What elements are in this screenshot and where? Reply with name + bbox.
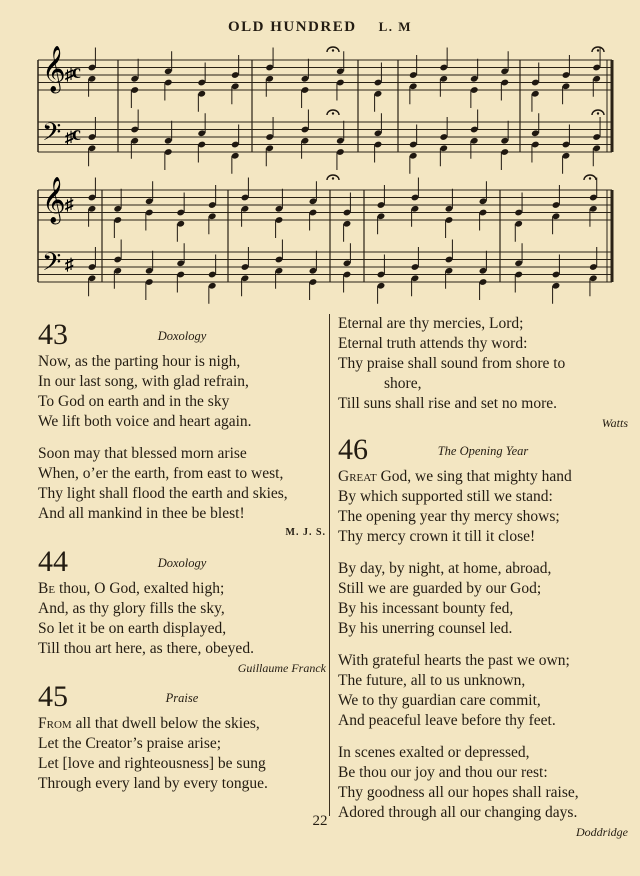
verse-line: Till suns shall rise and set no more. — [338, 395, 558, 412]
hymn-attribution: Watts — [601, 416, 628, 430]
verse-line: In our last song, with glad refrain, — [38, 373, 249, 390]
hymn-attribution: Doddridge — [576, 825, 628, 839]
verse-line: By day, by night, at home, abroad, — [338, 560, 552, 577]
verse-line: Thy praise shall sound from shore to — [338, 355, 566, 372]
fermata-dot — [332, 177, 334, 179]
verse-line: To God on earth and in the sky — [38, 393, 230, 410]
verse-line: In scenes exalted or depressed, — [338, 744, 530, 761]
right-column — [338, 314, 628, 840]
column-divider — [329, 314, 330, 816]
verse-line: Soon may that blessed morn arise — [38, 445, 247, 462]
verse-line: By which supported still we stand: — [338, 488, 553, 505]
staff-lines — [38, 60, 612, 282]
hymn-title: Doxology — [157, 556, 207, 570]
verse-line: Great God, we sing that mighty hand — [338, 468, 572, 485]
page-number: 22 — [312, 813, 328, 829]
hymn-title: The Opening Year — [437, 444, 529, 458]
verse-line: Thy goodness all our hopes shall raise, — [338, 784, 579, 801]
clefs — [42, 46, 81, 283]
verse-line: Let the Creator’s praise arise; — [38, 735, 222, 752]
verse-line: And peaceful leave before thy feet. — [338, 712, 556, 729]
verse-line: And all mankind in thee be blest! — [38, 505, 245, 522]
verse-line: With grateful hearts the past we own; — [338, 652, 570, 669]
common-time-sign: c — [72, 61, 81, 83]
verse-line: Be thou our joy and thou our rest: — [338, 764, 548, 781]
key-signature-sharp: ♯ — [65, 128, 74, 147]
first-word: Be — [38, 580, 56, 597]
key-signature-sharp: ♯ — [65, 255, 74, 274]
verse-line: Now, as the parting hour is nigh, — [38, 353, 241, 370]
hymn-attribution: M. J. S. — [285, 527, 326, 538]
verse-line: The opening year thy mercy shows; — [338, 508, 560, 525]
verse-line: Thy mercy crown it till it close! — [338, 528, 536, 545]
first-word: Great — [338, 468, 377, 485]
music-score — [0, 40, 640, 310]
verse-line: By his incessant bounty fed, — [338, 600, 514, 617]
notes — [88, 47, 604, 304]
fermata-dot — [332, 112, 334, 114]
fermata-dot — [597, 49, 599, 51]
key-signature-sharp: ♯ — [65, 195, 74, 214]
verse-line: Till thou art here, as there, obeyed. — [38, 640, 254, 657]
bass-clef: 𝄢 — [42, 118, 62, 153]
verse-line: Adored through all our changing days. — [338, 804, 578, 821]
hymn-43-header — [38, 318, 326, 352]
verse-line: When, o’er the earth, from east to west, — [38, 465, 284, 482]
verse-line: Eternal are thy mercies, Lord; — [338, 315, 524, 332]
fermata-dot — [332, 49, 334, 51]
hymn-46-header — [338, 433, 628, 467]
verse-line: shore, — [384, 375, 422, 392]
fermata-dot — [589, 177, 591, 179]
hymn-44-header — [38, 545, 326, 579]
verse-line: The future, all to us unknown, — [338, 672, 526, 689]
tune-meter: L. M — [378, 19, 413, 34]
hymn-number: 43 — [38, 318, 68, 351]
left-column — [38, 318, 326, 794]
hymn-number: 44 — [38, 545, 68, 578]
tune-header — [0, 19, 640, 36]
verse-line: Let [love and righteousness] be sung — [38, 755, 266, 772]
verse-line: Eternal truth attends thy word: — [338, 335, 528, 352]
hymn-title: Doxology — [157, 329, 207, 343]
bass-clef: 𝄢 — [42, 248, 62, 283]
verse-line: We to thy guardian care commit, — [338, 692, 541, 709]
tune-name: OLD HUNDRED — [227, 19, 357, 35]
key-signature-sharp: ♯ — [65, 65, 74, 84]
treble-clef: 𝄞 — [42, 46, 66, 92]
verse-line: And, as thy glory fills the sky, — [38, 600, 225, 617]
first-word: From — [38, 715, 72, 732]
verse-line: From all that dwell below the skies, — [38, 715, 260, 732]
verse-line: Through every land by every tongue. — [38, 775, 268, 792]
fermata-dot — [597, 112, 599, 114]
hymn-45-header — [38, 680, 326, 714]
hymn-number: 46 — [338, 433, 368, 466]
verse-line: So let it be on earth displayed, — [38, 620, 227, 637]
treble-clef: 𝄞 — [42, 177, 66, 223]
hymn-attribution: Guillaume Franck — [237, 661, 326, 675]
verse-line: We lift both voice and heart again. — [38, 413, 252, 430]
verse-line: Thy light shall flood the earth and skies, — [38, 485, 288, 502]
verse-line: Be thou, O God, exalted high; — [38, 580, 225, 597]
verse-line: Still we are guarded by our God; — [338, 580, 542, 597]
hymn-title: Praise — [165, 691, 199, 705]
hymn-number: 45 — [38, 680, 68, 713]
common-time-sign: c — [72, 123, 81, 145]
verse-line: By his unerring counsel led. — [338, 620, 513, 637]
